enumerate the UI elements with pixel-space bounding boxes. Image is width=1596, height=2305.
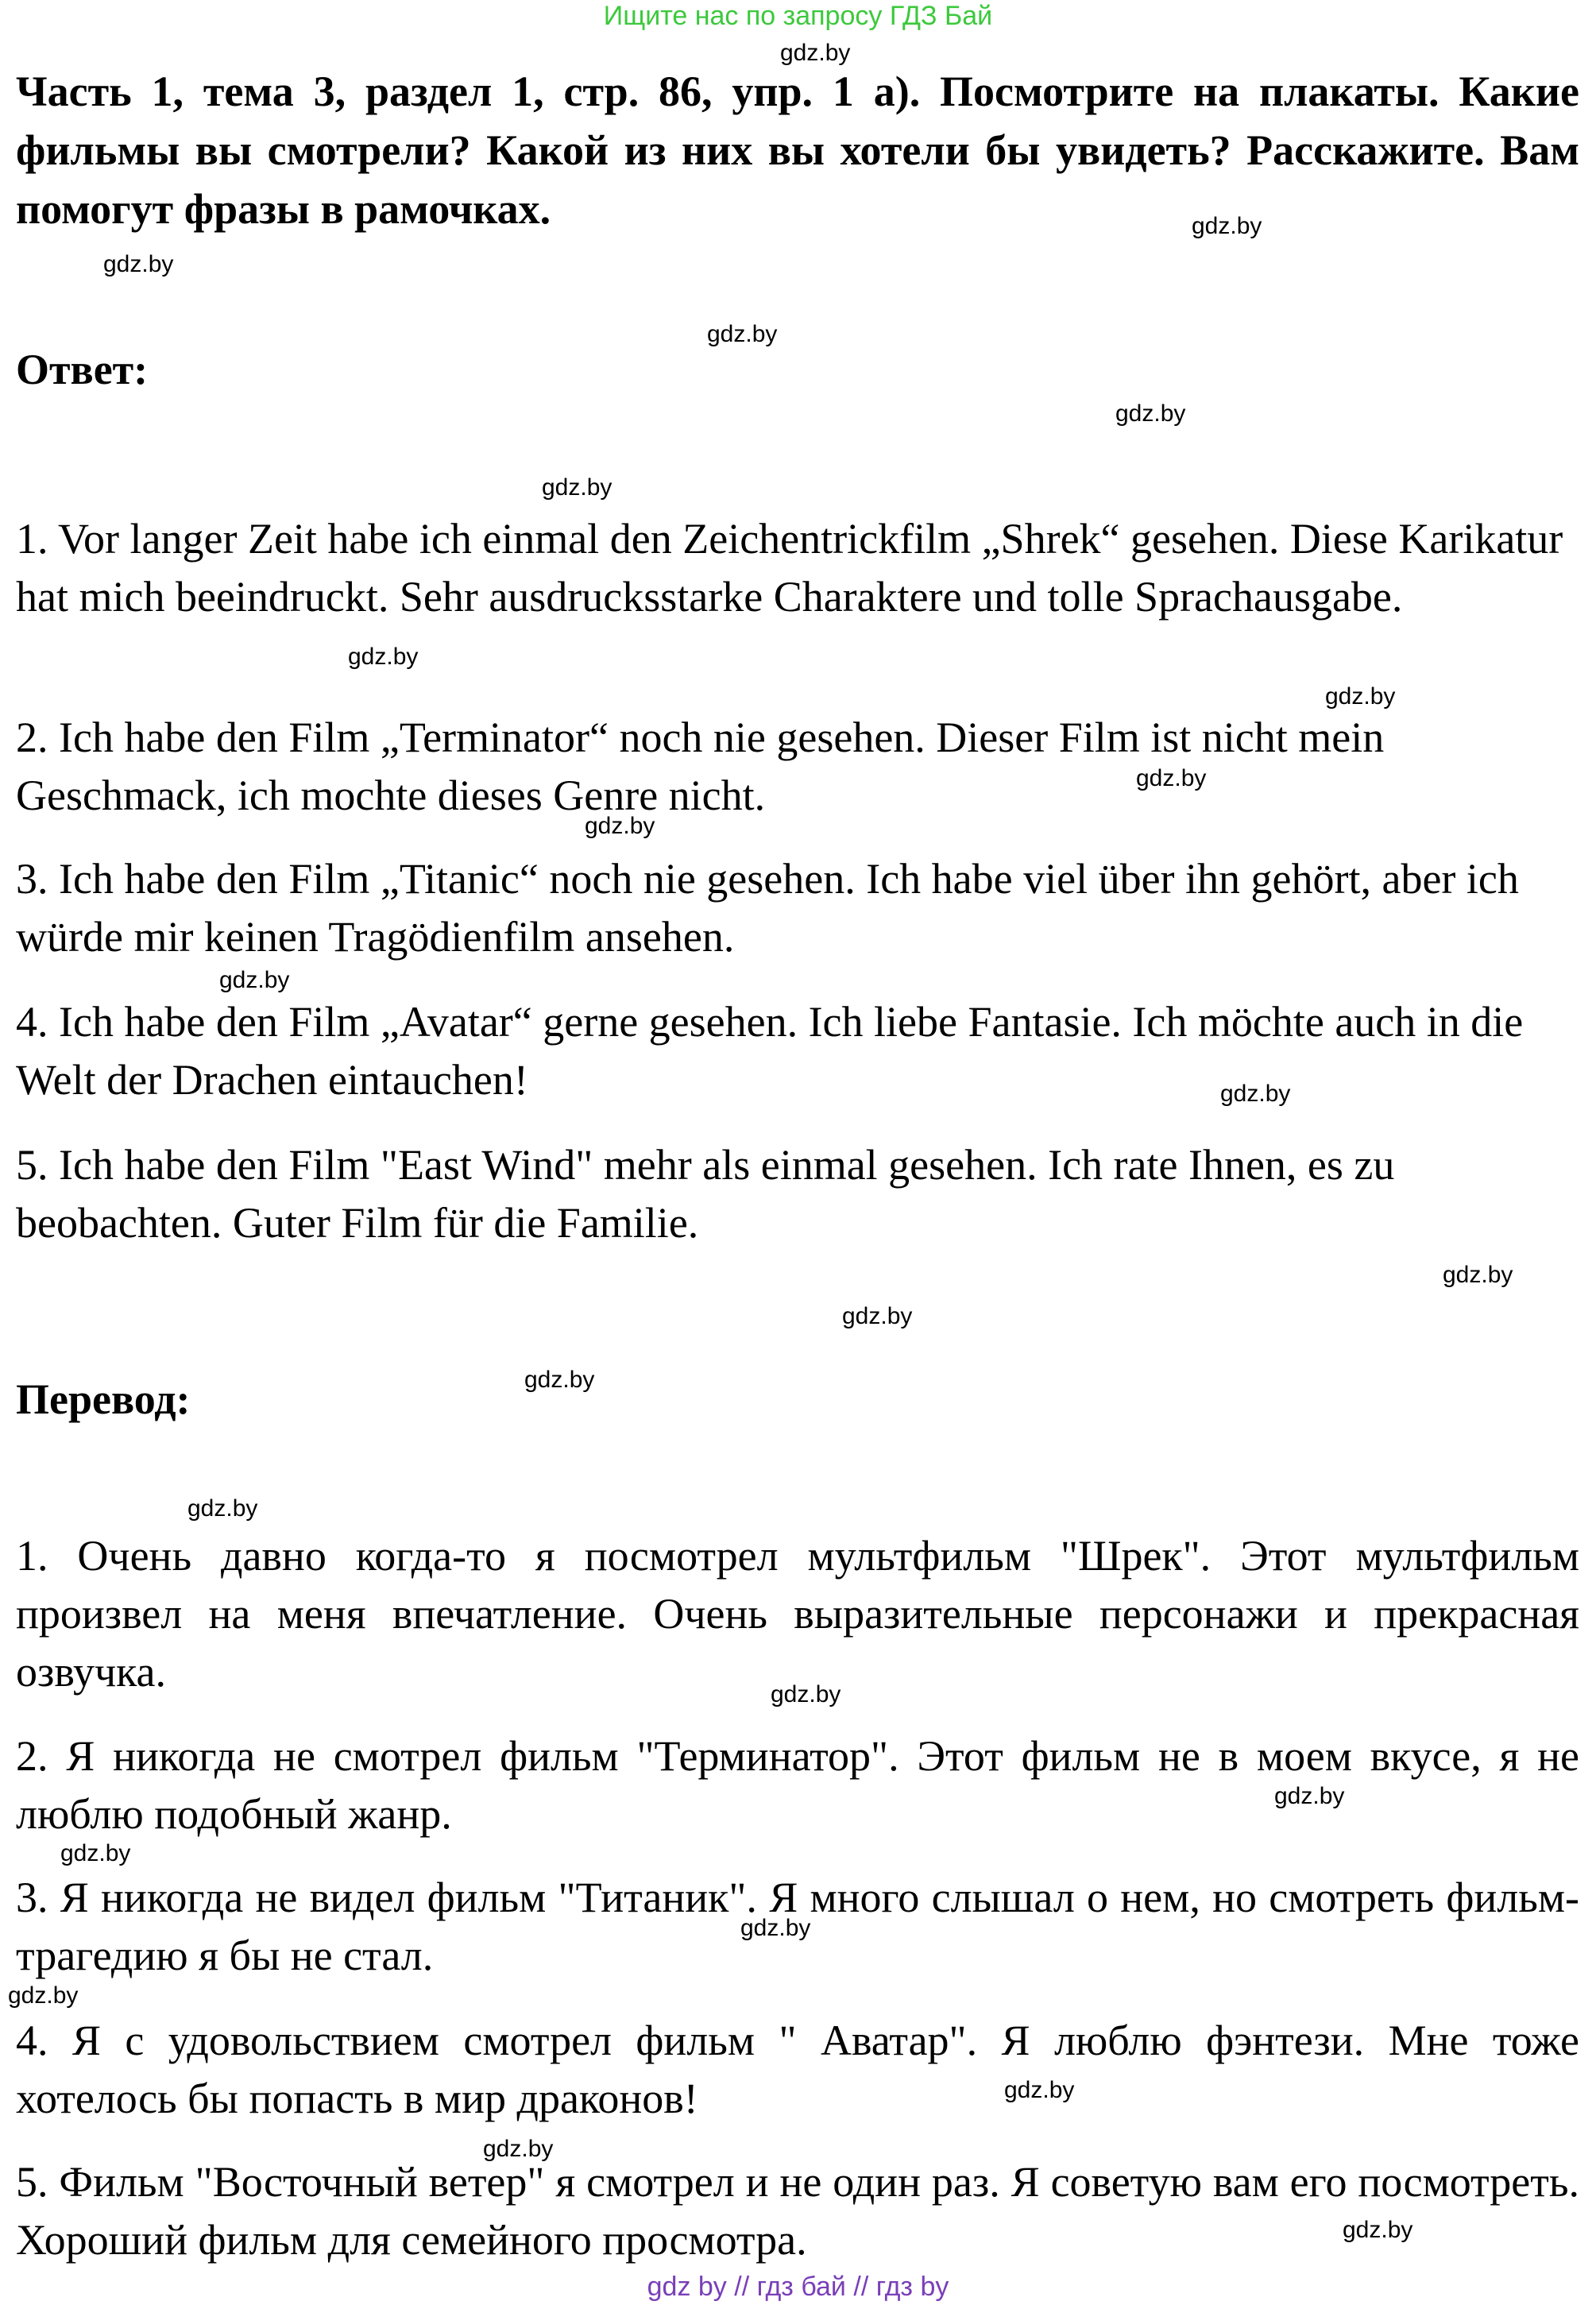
translation-heading: Перевод: <box>16 1375 191 1423</box>
watermark: gdz.by <box>1325 683 1396 710</box>
watermark: gdz.by <box>8 1982 79 2009</box>
watermark: gdz.by <box>1443 1262 1513 1288</box>
answer-item: 5. Ich habe den Film "East Wind" mehr als einmal gesehen. Ich rate Ihnen, es zu beobachten. Guter Film für die Familie. <box>16 1141 1395 1247</box>
watermark: gdz.by <box>585 813 655 839</box>
watermark: gdz.by <box>348 644 419 670</box>
watermark: gdz.by <box>1343 2217 1413 2243</box>
watermark: gdz.by <box>771 1681 841 1707</box>
watermark: gdz.by <box>524 1367 595 1393</box>
watermark: gdz.by <box>1192 213 1262 239</box>
top-banner: Ищите нас по запросу ГДЗ Бай <box>603 1 993 31</box>
answer-item: 3. Ich habe den Film „Titanic“ noch nie gesehen. Ich habe viel über ihn gehört, aber ich würde mir keinen Tragödienfilm ansehen. <box>16 855 1519 961</box>
watermark: gdz.by <box>842 1303 913 1329</box>
watermark: gdz.by <box>60 1840 131 1866</box>
watermark: gdz.by <box>1220 1081 1291 1107</box>
translation-item: 4. Я с удовольствием смотрел фильм " Аватар". Я люблю фэнтези. Мне тоже хотелось бы попасть в мир драконов! <box>16 2017 1579 2122</box>
translation-item: 2. Я никогда не смотрел фильм "Терминатор". Этот фильм не в моем вкусе, я не люблю подобный жанр. <box>16 1732 1579 1838</box>
translation-item: 1. Очень давно когда-то я посмотрел мультфильм "Шрек". Этот мультфильм произвел на меня впечатление. Очень выразительные персонажи и прекрасная озвучка. <box>16 1532 1579 1696</box>
watermark: gdz.by <box>1136 765 1207 791</box>
answer-heading: Ответ: <box>16 346 149 393</box>
watermark: gdz.by <box>1115 400 1186 427</box>
answer-item: 4. Ich habe den Film „Avatar“ gerne gesehen. Ich liebe Fantasie. Ich möchte auch in die Welt der Drachen eintauchen! <box>16 998 1524 1104</box>
watermark: gdz.by <box>707 321 778 347</box>
translation-item: 5. Фильм "Восточный ветер" я смотрел и не один раз. Я советую вам его посмотреть. Хороший фильм для семейного просмотра. <box>16 2158 1579 2264</box>
watermark: gdz.by <box>187 1495 258 1522</box>
translation-item: 3. Я никогда не видел фильм "Титаник". Я много слышал о нем, но смотреть фильм- трагедию я бы не стал. <box>16 1874 1579 1979</box>
watermark: gdz.by <box>103 251 174 277</box>
watermark: gdz.by <box>483 2136 554 2162</box>
answer-item: 1. Vor langer Zeit habe ich einmal den Zeichentrickfilm „Shrek“ gesehen. Diese Karikatur hat mich beeindruckt. Sehr ausdrucksstarke Charaktere und tolle Sprachausgabe. <box>16 515 1563 621</box>
bottom-banner: gdz by // гдз бай // гдз by <box>647 2272 949 2302</box>
watermark: gdz.by <box>1274 1783 1345 1809</box>
watermark: gdz.by <box>542 474 613 501</box>
watermark: gdz.by <box>1004 2077 1075 2103</box>
watermark: gdz.by <box>740 1915 811 1941</box>
answer-item: 2. Ich habe den Film „Terminator“ noch nie gesehen. Dieser Film ist nicht mein Geschmack, ich mochte dieses Genre nicht. <box>16 714 1385 819</box>
watermark: gdz.by <box>219 967 290 993</box>
task-statement: Часть 1, тема 3, раздел 1, стр. 86, упр. 1 а). Посмотрите на плакаты. Какие фильмы вы смотрели? Какой из них вы хотели бы увидеть? Расскажите. Вам помогут фразы в рамочках. <box>16 68 1579 233</box>
watermark: gdz.by <box>780 40 851 66</box>
